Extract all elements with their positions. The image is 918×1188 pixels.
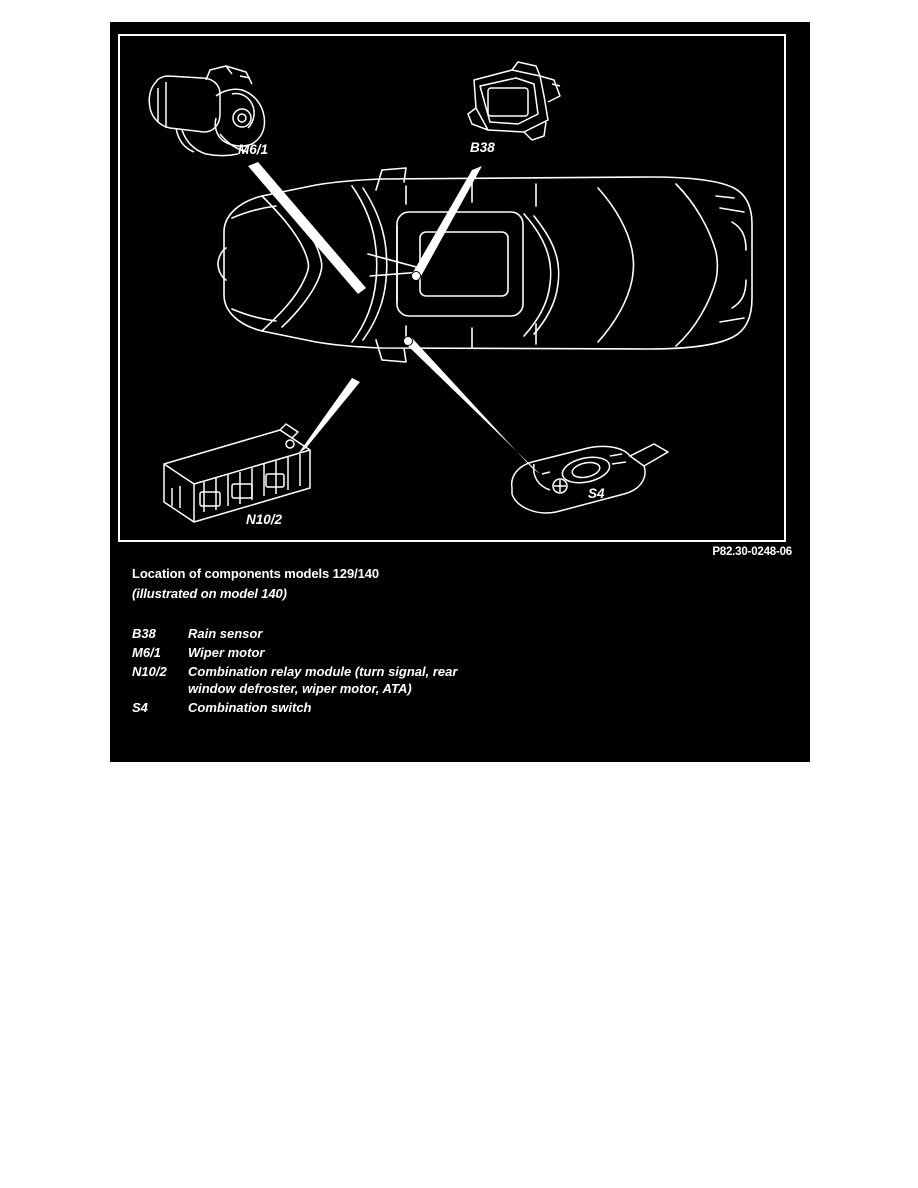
document-page (110, 22, 810, 762)
caption-subtitle: (illustrated on model 140) (132, 586, 287, 601)
legend-item (132, 645, 732, 662)
legend-description: Rain sensor (188, 626, 263, 641)
figure-frame (118, 34, 786, 542)
endpoint-s4 (404, 337, 413, 346)
caption-title: Location of components models 129/140 (132, 566, 379, 581)
callout-label-m6-1: M6/1 (238, 142, 269, 157)
callout-label-b38: B38 (470, 140, 495, 155)
legend-list (132, 626, 732, 718)
callout-label-s4: S4 (588, 486, 605, 501)
legend-code: B38 (132, 626, 156, 641)
legend-item (132, 700, 732, 717)
callout-label-n10-2: N10/2 (246, 512, 283, 527)
figure-id-code: P82.30-0248-06 (712, 546, 792, 558)
legend-description: Combination relay module (turn signal, rear window defroster, wiper motor, ATA) (188, 663, 458, 696)
legend-description: Wiper motor (188, 644, 265, 660)
legend-code: M6/1 (132, 644, 161, 660)
legend-item (132, 626, 732, 643)
legend-code: N10/2 (132, 663, 167, 679)
legend-description: Combination switch (188, 699, 312, 715)
caption-block (132, 566, 692, 601)
legend-item (132, 664, 732, 698)
legend-code: S4 (132, 699, 148, 715)
endpoint-b38 (412, 272, 421, 281)
component-location-diagram (120, 36, 784, 540)
